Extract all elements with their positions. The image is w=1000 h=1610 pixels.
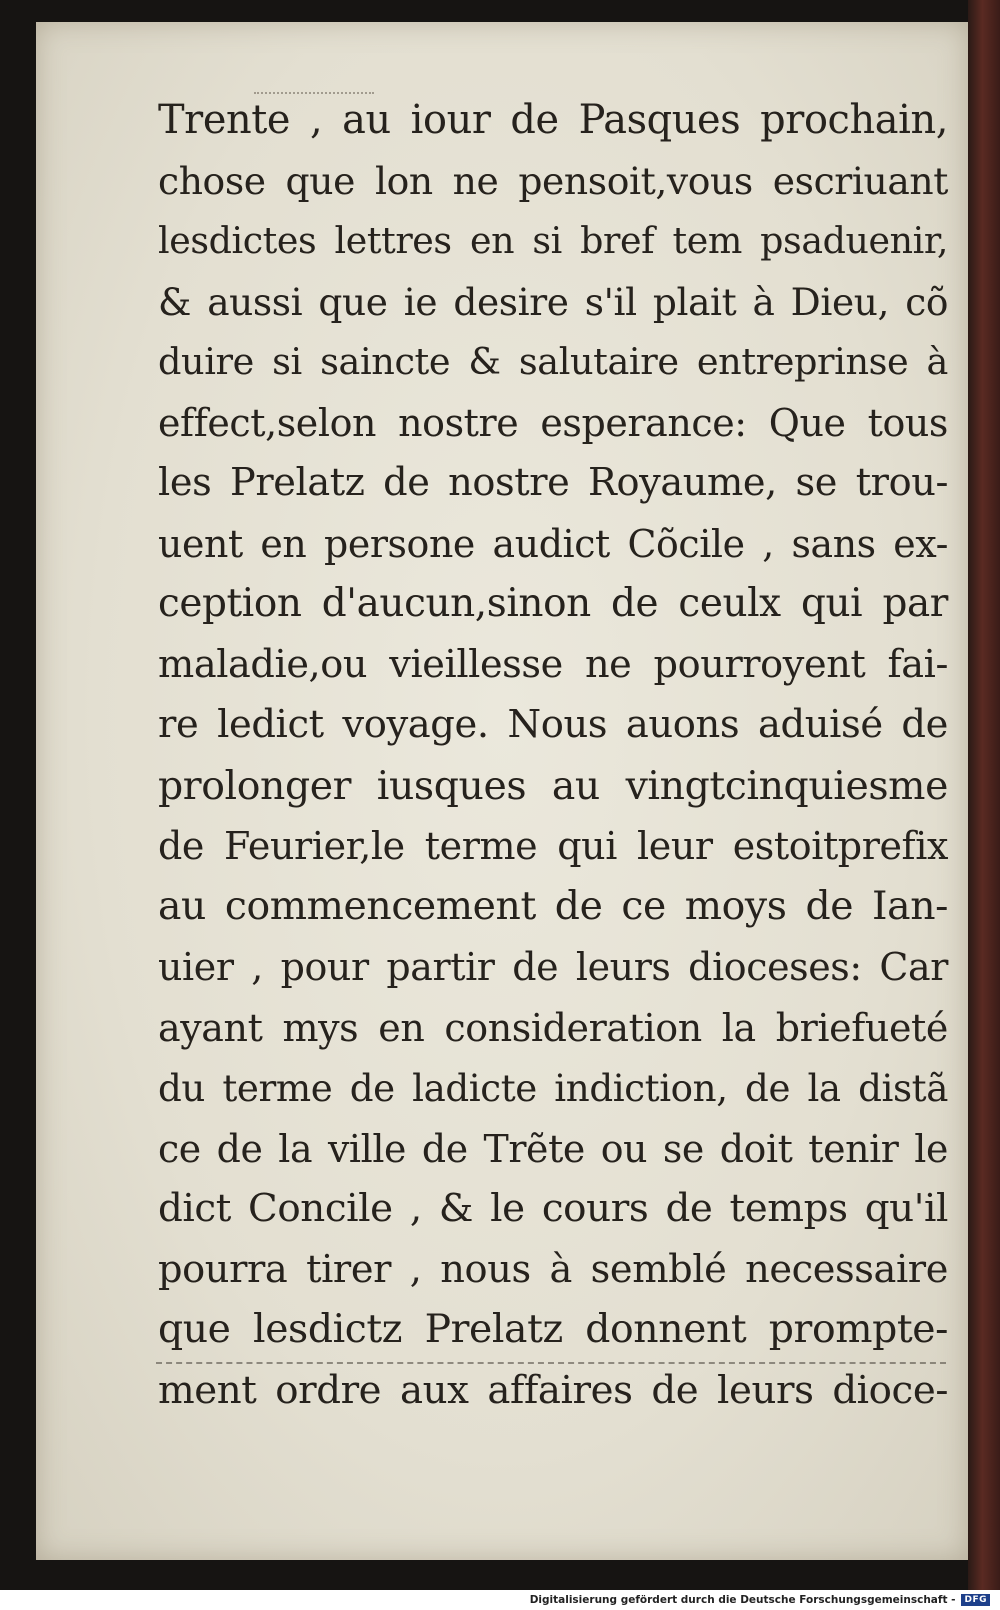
text-line: uent en persone audict Cõcile , sans ex- xyxy=(158,521,948,566)
text-line: effect,selon nostre esperance: Que tous xyxy=(158,400,948,445)
text-line: de Feurier,le terme qui leur estoitprefix xyxy=(158,824,948,868)
text-line: pourra tirer , nous à semblé necessaire xyxy=(158,1246,948,1292)
funding-credit: Digitalisierung gefördert durch die Deutsche Forschungsgemeinschaft - xyxy=(529,1594,956,1606)
text-line: uier , pour partir de leurs dioceses: Car xyxy=(158,945,948,989)
text-line: au commencement de ce moys de Ian- xyxy=(158,883,948,929)
text-line: re ledict voyage. Nous auons aduisé de xyxy=(158,702,948,747)
text-line: que lesdictz Prelatz donnent prompte- xyxy=(158,1307,948,1352)
text-line: chose que lon ne pensoit,vous escriuant xyxy=(158,158,948,203)
text-line: les Prelatz de nostre Royaume, se trou- xyxy=(158,460,948,505)
text-line: dict Concile , & le cours de temps qu'il xyxy=(158,1186,948,1231)
text-line: maladie,ou vieillesse ne pourroyent fai- xyxy=(158,642,948,687)
text-line: ayant mys en consideration la briefueté xyxy=(158,1005,948,1050)
text-line: ce de la ville de Trẽte ou se doit tenir le xyxy=(158,1126,948,1171)
text-line: Trente , au iour de Pasques prochain, xyxy=(158,97,948,143)
dfg-logo-icon: DFG xyxy=(961,1594,990,1606)
text-line: duire si saincte & salutaire entreprinse à xyxy=(158,340,948,383)
text-line: ment ordre aux affaires de leurs dioce- xyxy=(158,1367,948,1413)
text-line: & aussi que ie desire s'il plait à Dieu, cõ xyxy=(158,279,948,324)
book-edge xyxy=(968,0,1000,1590)
text-line: du terme de ladicte indiction, de la distã xyxy=(158,1066,948,1110)
digitization-footer xyxy=(0,1590,1000,1610)
text-line: lesdictes lettres en si bref tem psaduenir, xyxy=(158,219,948,262)
text-line: prolonger iusques au vingtcinquiesme xyxy=(158,762,948,809)
text-block xyxy=(158,90,948,1421)
text-line: ception d'aucun,sinon de ceulx qui par xyxy=(158,581,948,626)
